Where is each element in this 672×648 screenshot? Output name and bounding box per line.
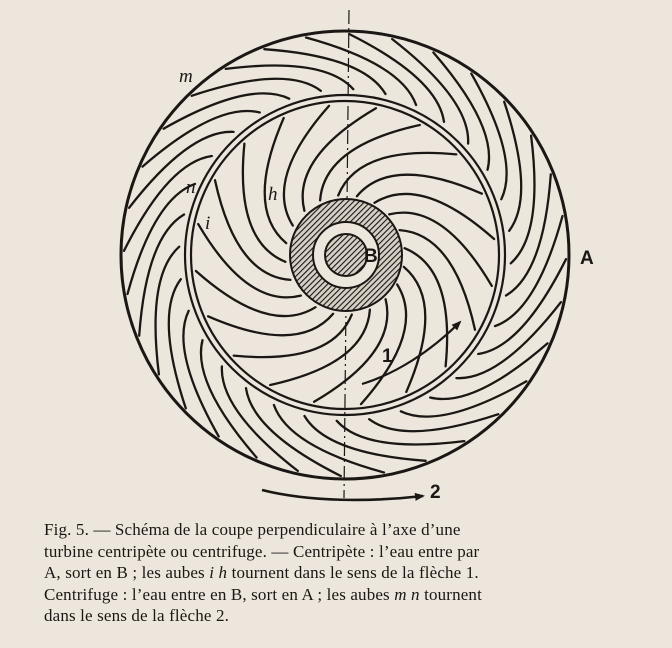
- label-B: B: [364, 246, 378, 267]
- label-arrow-1: 1: [382, 346, 393, 367]
- caption-line-1: Fig. 5. — Schéma de la coupe perpendiculaire à l’axe d’une: [44, 520, 461, 539]
- outer-blade: [156, 247, 180, 375]
- caption-italic-ih: i h: [209, 563, 228, 582]
- label-A: A: [580, 248, 594, 269]
- caption-text: A, sort en B ; les aubes: [44, 563, 210, 582]
- inner-blade: [357, 175, 482, 196]
- arrow-2-line: [262, 490, 423, 500]
- inner-blade: [404, 267, 425, 392]
- outer-blade: [511, 136, 535, 264]
- caption-line-5: dans le sens de la flèche 2.: [44, 606, 229, 625]
- hub-shaft-hatched: [325, 234, 367, 276]
- caption-line-4: [44, 584, 664, 606]
- outer-blade: [337, 421, 465, 445]
- figure-caption: [44, 519, 664, 627]
- caption-text: Centrifuge : l’eau entre en B, sort en A ; les aubes: [44, 584, 395, 604]
- arrow-1-line: [362, 322, 460, 384]
- outer-blade: [401, 381, 527, 416]
- label-n: n: [186, 177, 196, 198]
- caption-line-3: [44, 562, 664, 584]
- caption-italic-mn: m n: [394, 584, 420, 604]
- outer-blade: [183, 311, 218, 437]
- label-m: m: [179, 66, 193, 87]
- label-i: i: [205, 213, 211, 234]
- label-h: h: [268, 184, 278, 205]
- inner-blade: [208, 314, 333, 335]
- caption-line-2: turbine centripète ou centrifuge. — Centripète : l’eau entre par: [44, 541, 480, 561]
- caption-text: tournent dans le sens de la flèche 1.: [227, 563, 479, 582]
- outer-blade: [471, 74, 506, 200]
- inner-blade: [265, 118, 286, 243]
- outer-blade: [164, 93, 290, 128]
- caption-text: tournent: [419, 584, 482, 604]
- label-arrow-2: 2: [430, 482, 441, 503]
- outer-blade: [226, 66, 354, 90]
